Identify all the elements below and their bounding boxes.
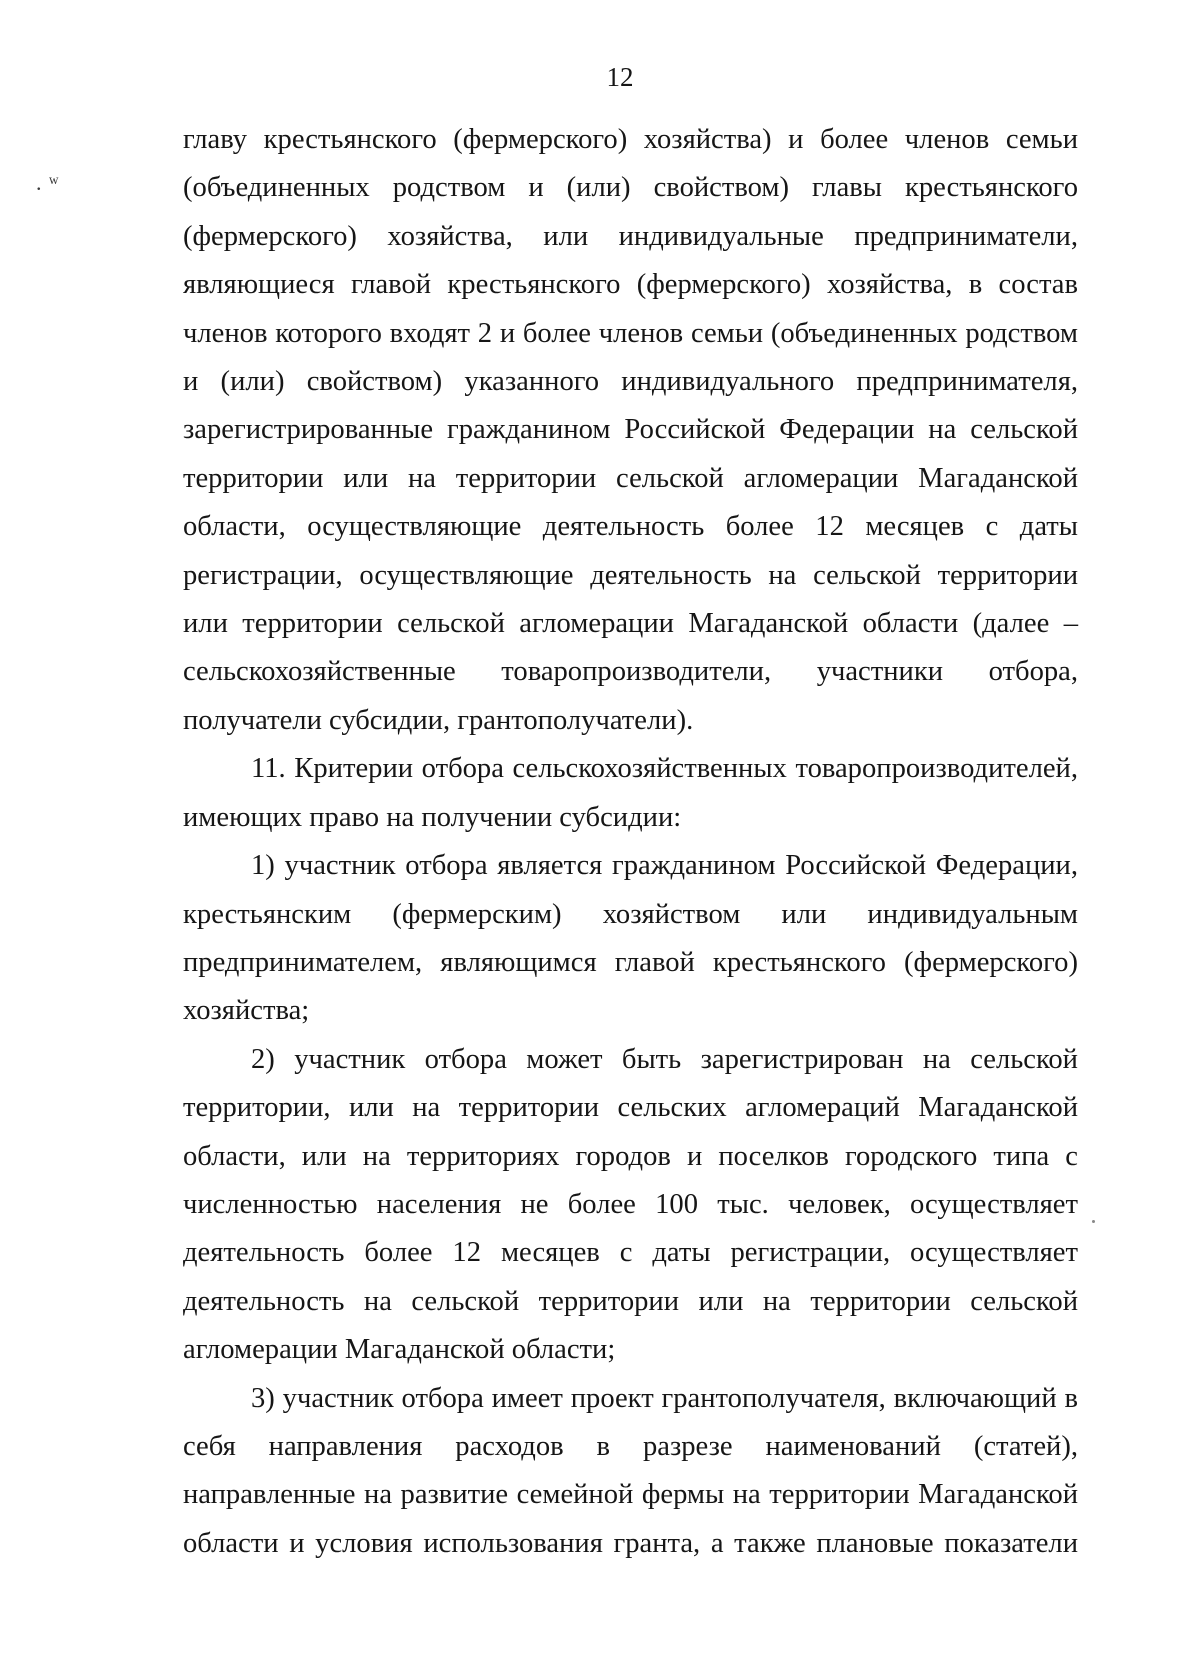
paragraph-criterion-1: 1) участник отбора является гражданином Российской Федерации, крестьянским (фермерским) хозяйством или индивидуальным предпринимателем, являющимся главой крестьянского (фермерского) хозяйства; [183, 850, 1078, 1027]
scan-speck [1092, 1220, 1095, 1223]
paragraph-criterion-3: 3) участник отбора имеет проект грантополучателя, включающий в себя направления расходов в разрезе наименований (статей), направленные на развитие семейной фермы на территории Магаданской области и условия использования гранта, а также плановые показатели [183, 1382, 1078, 1559]
paragraph-continuation: главу крестьянского (фермерского) хозяйства) и более членов семьи (объединенных родством и (или) свойством) главы крестьянского (фермерского) хозяйства, или индивидуальные предприниматели, являющиеся главой крестьянского (фермерского) хозяйства, в состав членов которого входят 2 и более членов семьи (объединенных родством и (или) свойством) указанного индивидуального предпринимателя, зарегистрированные гражданином Российской Федерации на сельской территории или на территории сельской агломерации Магаданской области, осуществляющие деятельность более 12 месяцев с даты регистрации, осуществляющие деятельность на сельской территории или территории сельской агломерации Магаданской области (далее – сельскохозяйственные товаропроизводители, участники отбора, получатели субсидии, грантополучатели). [183, 124, 1078, 736]
page-number: 12 [606, 62, 634, 92]
paragraph-criterion-2: 2) участник отбора может быть зарегистрирован на сельской территории, или на территории сельских агломераций Магаданской области, или на территориях городов и поселков городского типа с численностью населения не более 100 тыс. человек, осуществляет деятельность более 12 месяцев с даты регистрации, осуществляет деятельность на сельской территории или на территории сельской агломерации Магаданской области; [183, 1043, 1078, 1366]
document-body [183, 116, 1078, 1568]
scan-artifact-mark: . ʷ [36, 170, 60, 195]
paragraph-section-11: 11. Критерии отбора сельскохозяйственных товаропроизводителей, имеющих право на получении субсидии: [183, 753, 1078, 833]
